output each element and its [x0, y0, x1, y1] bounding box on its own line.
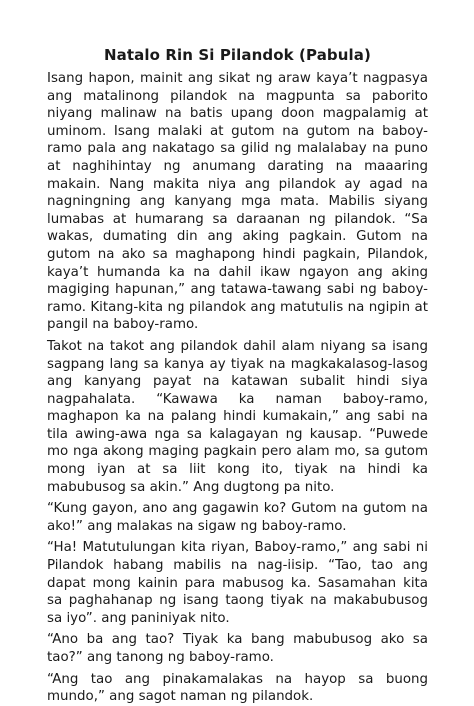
paragraph-3: “Kung gayon, ano ang gagawin ko? Gutom na gutom na ako!” ang malakas na sigaw ng baboy-ramo.: [47, 501, 428, 534]
paragraph-4: “Ha! Matutulungan kita riyan, Baboy-ramo,” ang sabi ni Pilandok habang mabilis na nag-iisip. “Tao, tao ang dapat mong kainin para mabusog ka. Sasamahan kita sa paghahanap ng isang taong tiyak na makabubusog sa iyo”. ang paniniyak nito.: [47, 540, 428, 626]
paragraph-6: “Ang tao ang pinakamalakas na hayop sa buong mundo,” ang sagot naman ng pilandok.: [47, 671, 428, 705]
paragraph-1: Isang hapon, mainit ang sikat ng araw kaya’t nagpasya ang matalinong pilandok na magpunta sa paborito niyang malinaw na batis upang doon magpalamig at uminom. Isang malaki at gutom na gutom na baboy-ramo pala ang nakatago sa gilid ng malalabay na puno at naghihintay ng anumang darating na maaaring makain. Nang makita niya ang pilandok ay agad na nagningning ang kanyang mga mata. Mabilis siyang lumabas at humarang sa daraanan ng pilandok. “Sa wakas, dumating din ang aking pagkain. Gutom na gutom na ako sa maghapong hindi pagkain, Pilandok, kaya’t humanda ka na dahil ikaw ngayon ang aking magiging hapunan,” ang tatawa-tawang sabi ng baboy-ramo. Kitang-kita ng pilandok ang matutulis na ngipin at pangil na baboy-ramo.: [47, 71, 428, 333]
document-title: Natalo Rin Si Pilandok (Pabula): [104, 46, 371, 64]
paragraph-5: “Ano ba ang tao? Tiyak ka bang mabubusog ako sa tao?” ang tanong ng baboy-ramo.: [47, 632, 428, 665]
paragraph-2: Takot na takot ang pilandok dahil alam niyang sa isang sagpang lang sa kanya ay tiyak na magkakalasog-lasog ang kanyang payat na katawan subalit hindi siya nagpahalata. “Kawawa ka naman baboy-ramo, maghapon ka na palang hindi kumakain,” ang sabi na tila awing-awa nga sa kalagayan ng kausap. “Puwede mo nga akong maging pagkain pero alam mo, sa gutom mong iyan at sa liit kong ito, tiyak na hindi ka mabubusog sa akin.” Ang dugtong pa nito.: [47, 338, 428, 495]
